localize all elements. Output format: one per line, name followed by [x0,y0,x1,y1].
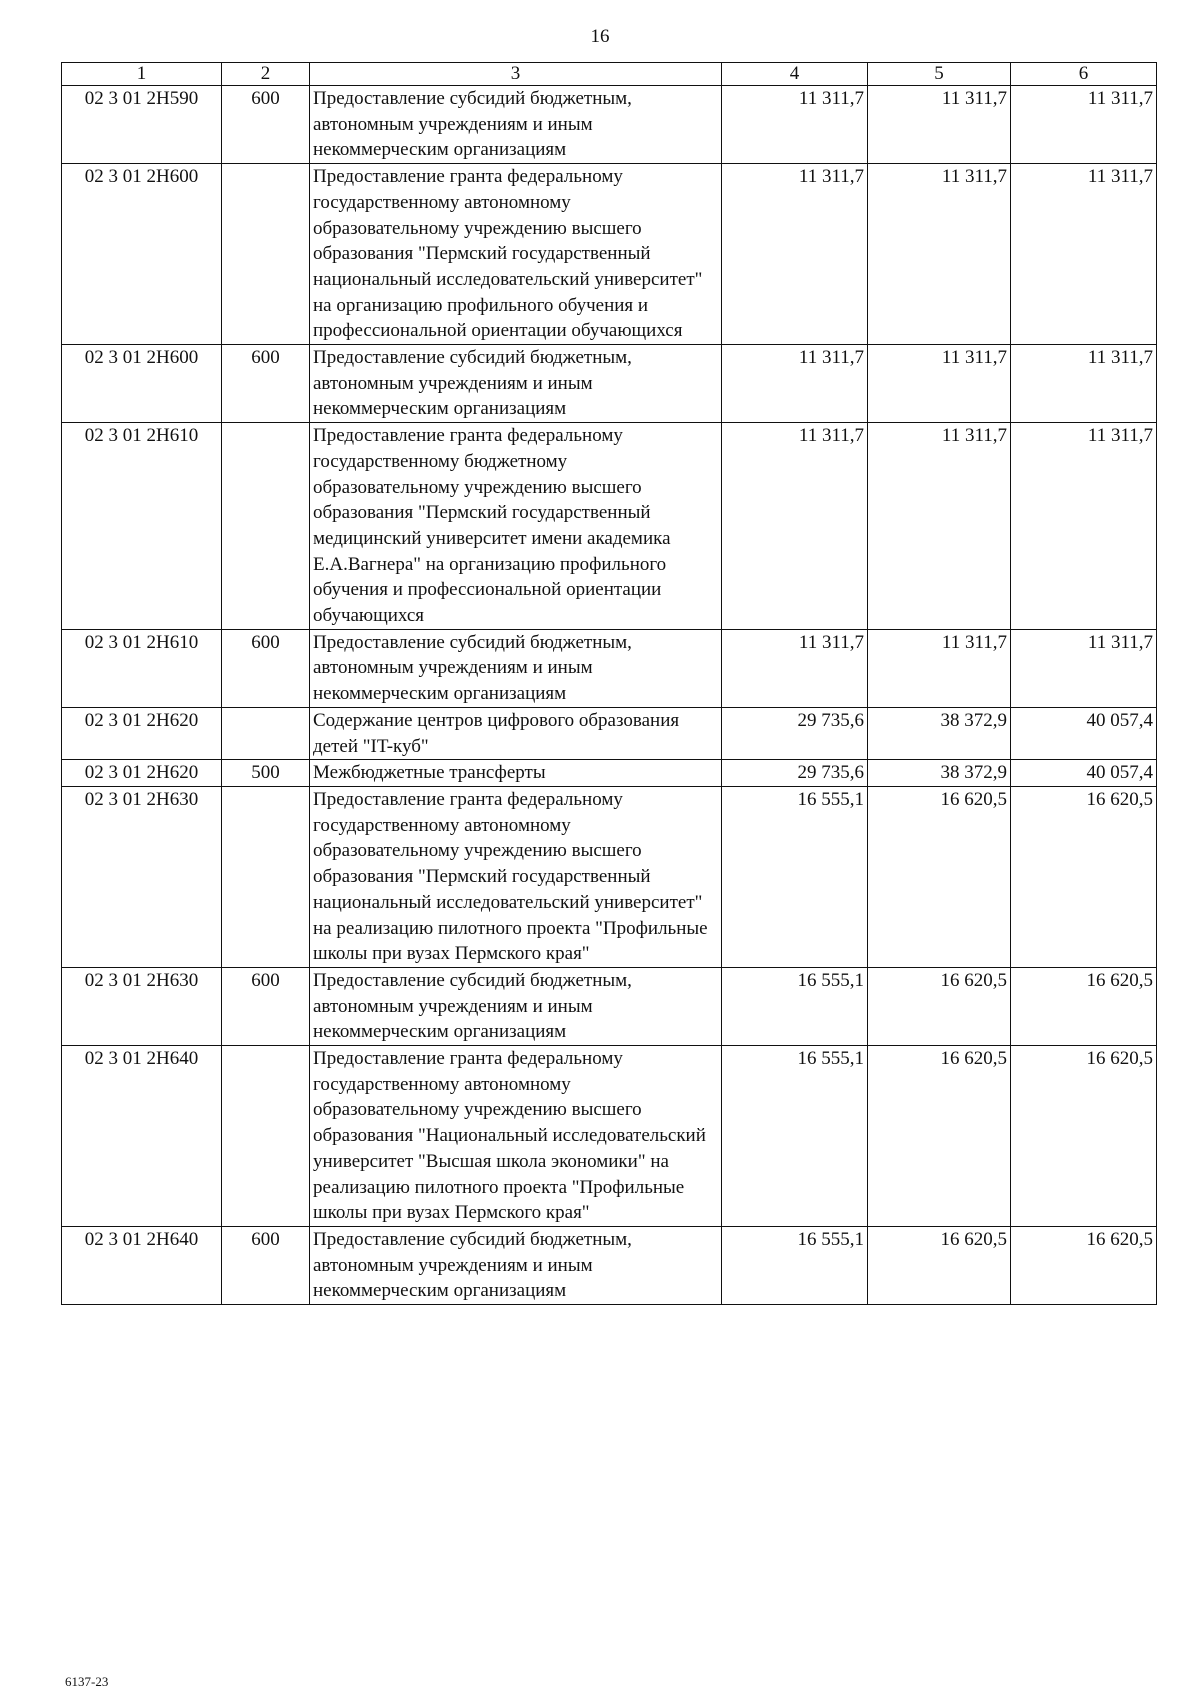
row-name-cell: Предоставление субсидий бюджетным, автономным учреждениям и иным некоммерческим организациям [310,345,722,423]
table-row [62,707,1157,759]
row-value-3-cell: 16 620,5 [1011,967,1157,1045]
table-row [62,786,1157,967]
row-value-2-cell: 11 311,7 [868,164,1011,345]
row-value-1-cell: 11 311,7 [722,629,868,707]
row-kvr-cell [222,786,310,967]
row-value-1-cell: 11 311,7 [722,423,868,630]
row-value-3-cell: 11 311,7 [1011,86,1157,164]
row-code-cell: 02 3 01 2Н590 [62,86,222,164]
row-value-3-cell: 11 311,7 [1011,164,1157,345]
row-name-cell: Предоставление субсидий бюджетным, автономным учреждениям и иным некоммерческим организациям [310,1226,722,1304]
row-value-2-cell: 11 311,7 [868,629,1011,707]
table-row [62,423,1157,630]
row-name-cell: Предоставление гранта федеральному государственному бюджетному образовательному учреждению высшего образования "Пермский государственный медицинский университет имени академика Е.А.Вагнера" на организацию профильного обучения и профессиональной ориентации обучающихся [310,423,722,630]
row-value-1-cell: 16 555,1 [722,967,868,1045]
row-value-2-cell: 11 311,7 [868,86,1011,164]
column-number: 1 [62,63,222,86]
row-code-cell: 02 3 01 2Н620 [62,760,222,787]
row-code-cell: 02 3 01 2Н630 [62,967,222,1045]
row-code-cell: 02 3 01 2Н600 [62,164,222,345]
table-row [62,1226,1157,1304]
row-kvr-cell: 600 [222,1226,310,1304]
row-code-cell: 02 3 01 2Н620 [62,707,222,759]
row-value-3-cell: 16 620,5 [1011,786,1157,967]
row-value-3-cell: 16 620,5 [1011,1226,1157,1304]
row-value-1-cell: 11 311,7 [722,86,868,164]
row-value-3-cell: 40 057,4 [1011,707,1157,759]
row-value-1-cell: 16 555,1 [722,1046,868,1227]
row-code-cell: 02 3 01 2Н610 [62,629,222,707]
row-value-1-cell: 11 311,7 [722,345,868,423]
column-number: 6 [1011,63,1157,86]
row-kvr-cell: 600 [222,629,310,707]
page-number: 16 [590,26,610,47]
row-value-2-cell: 16 620,5 [868,1046,1011,1227]
table-row [62,345,1157,423]
row-value-2-cell: 38 372,9 [868,760,1011,787]
row-value-2-cell: 38 372,9 [868,707,1011,759]
row-code-cell: 02 3 01 2Н640 [62,1046,222,1227]
row-value-1-cell: 29 735,6 [722,707,868,759]
row-kvr-cell [222,423,310,630]
row-value-1-cell: 29 735,6 [722,760,868,787]
row-code-cell: 02 3 01 2Н610 [62,423,222,630]
table-row [62,629,1157,707]
row-kvr-cell [222,707,310,759]
row-name-cell: Предоставление гранта федеральному государственному автономному образовательному учреждению высшего образования "Национальный исследовательский университет "Высшая школа экономики" на реализацию пилотного проекта "Профильные школы при вузах Пермского края" [310,1046,722,1227]
column-number: 2 [222,63,310,86]
row-code-cell: 02 3 01 2Н640 [62,1226,222,1304]
table-row [62,86,1157,164]
row-code-cell: 02 3 01 2Н630 [62,786,222,967]
row-kvr-cell: 600 [222,967,310,1045]
table-row [62,760,1157,787]
row-name-cell: Предоставление субсидий бюджетным, автономным учреждениям и иным некоммерческим организациям [310,629,722,707]
row-kvr-cell: 600 [222,345,310,423]
row-value-2-cell: 11 311,7 [868,423,1011,630]
row-kvr-cell [222,164,310,345]
column-number: 4 [722,63,868,86]
document-code: 6137-23 [65,1674,109,1689]
row-name-cell: Межбюджетные трансферты [310,760,722,787]
row-name-cell: Предоставление субсидий бюджетным, автономным учреждениям и иным некоммерческим организациям [310,86,722,164]
row-value-2-cell: 16 620,5 [868,786,1011,967]
row-kvr-cell: 600 [222,86,310,164]
row-code-cell: 02 3 01 2Н600 [62,345,222,423]
row-kvr-cell [222,1046,310,1227]
row-value-1-cell: 16 555,1 [722,786,868,967]
table-row [62,967,1157,1045]
row-value-2-cell: 16 620,5 [868,967,1011,1045]
row-name-cell: Предоставление субсидий бюджетным, автономным учреждениям и иным некоммерческим организациям [310,967,722,1045]
column-number-row [62,63,1157,86]
row-value-2-cell: 16 620,5 [868,1226,1011,1304]
row-value-2-cell: 11 311,7 [868,345,1011,423]
row-value-1-cell: 11 311,7 [722,164,868,345]
row-value-3-cell: 11 311,7 [1011,345,1157,423]
row-value-1-cell: 16 555,1 [722,1226,868,1304]
row-kvr-cell: 500 [222,760,310,787]
row-name-cell: Содержание центров цифрового образования детей "IT-куб" [310,707,722,759]
row-value-3-cell: 11 311,7 [1011,629,1157,707]
column-number: 3 [310,63,722,86]
row-name-cell: Предоставление гранта федеральному государственному автономному образовательному учреждению высшего образования "Пермский государственный национальный исследовательский университет" на организацию профильного обучения и профессиональной ориентации обучающихся [310,164,722,345]
row-value-3-cell: 16 620,5 [1011,1046,1157,1227]
budget-table [61,62,1157,1305]
column-number: 5 [868,63,1011,86]
row-value-3-cell: 11 311,7 [1011,423,1157,630]
table-row [62,1046,1157,1227]
row-name-cell: Предоставление гранта федеральному государственному автономному образовательному учреждению высшего образования "Пермский государственный национальный исследовательский университет" на реализацию пилотного проекта "Профильные школы при вузах Пермского края" [310,786,722,967]
row-value-3-cell: 40 057,4 [1011,760,1157,787]
table-row [62,164,1157,345]
